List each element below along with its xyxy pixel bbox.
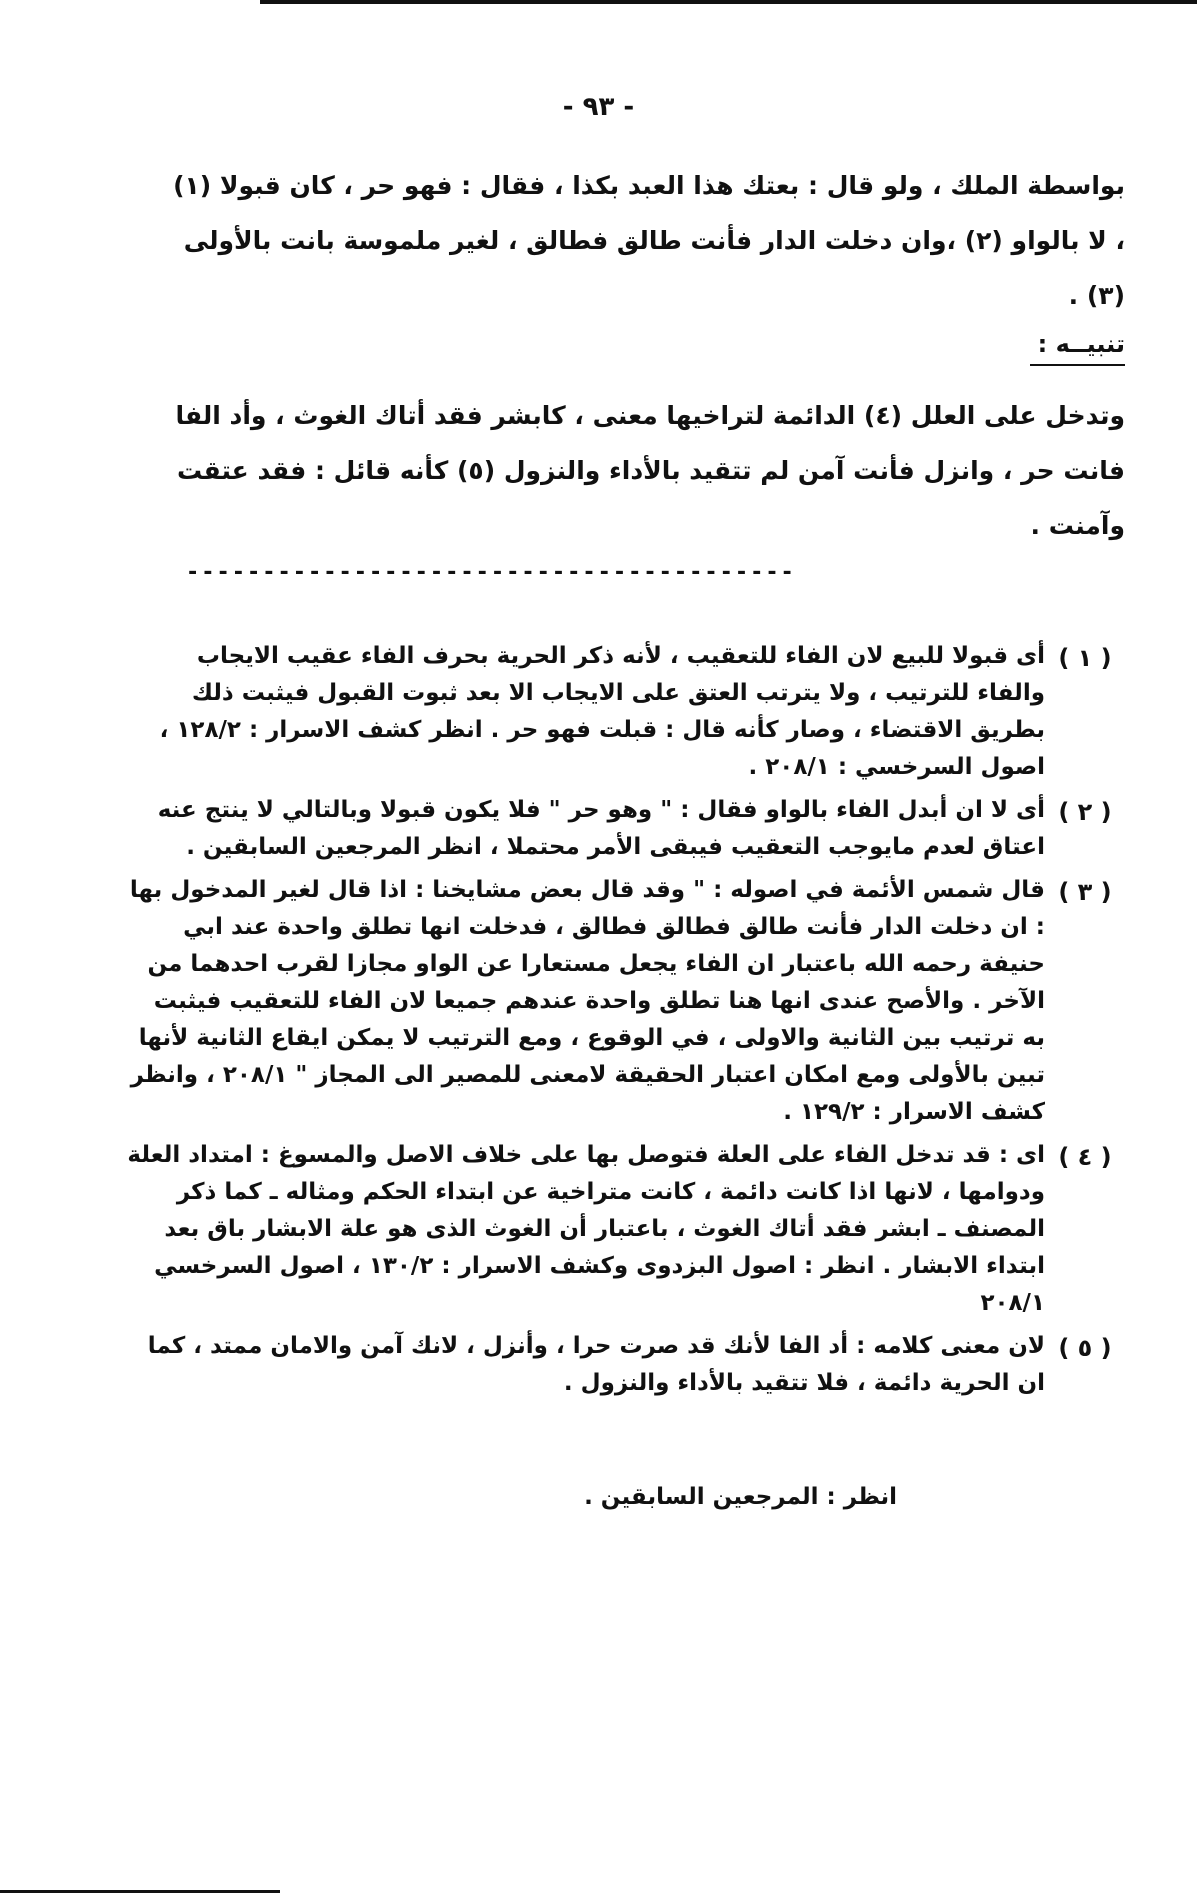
footnote-number: ( ٥ ) [1058, 1334, 1112, 1362]
section-heading: تنبيــه : [1030, 330, 1125, 366]
footnote-3 [125, 872, 1125, 1131]
footnote-text: أى قبولا للبيع لان الفاء للتعقيب ، لأنه ذكر الحرية بحرف الفاء عقيب الايجاب والفاء للترتيب ، ولا يترتب العتق على الايجاب الا بعد ثبوت القبول فيثبت ذلك بطريق الاقتضاء ، وصار كأنه قال : قبلت فهو حر . انظر كشف الاسرار : ١٢٨/٢ ، اصول السرخسي : ٢٠٨/١ . [159, 643, 1045, 780]
footnote-number: ( ١ ) [1058, 644, 1112, 672]
page-number: - ٩٣ - [562, 92, 635, 122]
footnote-text: اى : قد تدخل الفاء على العلة فتوصل بها على خلاف الاصل والمسوغ : امتداد العلة ودوامها ، لانها اذا كانت دائمة ، كانت متراخية عن ابتداء الحكم ومثاله ـ كما ذكر المصنف ـ ابشر فقد أتاك الغوث ، باعتبار أن الغوث الذى هو علة الابشار باق بعد ابتداء الابشار . انظر : اصول البزدوى وكشف الاسرار : ١٣٠/٢ ، اصول السرخسي ٢٠٨/١ [127, 1142, 1045, 1316]
footnotes [125, 638, 1125, 1408]
main-paragraph: بواسطة الملك ، ولو قال : بعتك هذا العبد بكذا ، فقال : فهو حر ، كان قبولا (١) ، لا بالواو (٢) ،وان دخلت الدار فأنت طالق فطالق ، لغير ملموسة بانت بالأولى (٣) . [173, 171, 1125, 310]
footnote-2 [125, 792, 1125, 866]
footnote-separator: ---------------------------------------- [186, 560, 796, 585]
footnote-text: لان معنى كلامه : أد الفا لأنك قد صرت حرا ، وأنزل ، لانك آمن والامان ممتد ، كما ان الحرية دائمة ، فلا تتقيد بالأداء والنزول . [147, 1333, 1045, 1396]
footnote-number: ( ٢ ) [1058, 798, 1112, 826]
final-reference: انظر : المرجعين السابقين . [584, 1484, 897, 1510]
footnote-5 [125, 1328, 1125, 1402]
footnote-1 [125, 638, 1125, 786]
footnote-4 [125, 1137, 1125, 1322]
footnote-text: أى لا ان أبدل الفاء بالواو فقال : " وهو حر " فلا يكون قبولا وبالتالي لا ينتج عنه اعتاق لعدم مايوجب التعقيب فيبقى الأمر محتملا ، انظر المرجعين السابقين . [157, 797, 1045, 860]
footnote-number: ( ٤ ) [1058, 1143, 1112, 1171]
top-border-line [260, 0, 1197, 4]
footnote-text: قال شمس الأئمة في اصوله : " وقد قال بعض مشايخنا : اذا قال لغير المدخول بها : ان دخلت الدار فأنت طالق فطالق فطالق ، فدخلت انها تطلق واحدة عند ابي حنيفة رحمه الله باعتبار ان الفاء يجعل مستعارا عن الواو مجازا لقرب احدهما من الآخر . والأصح عندى انها هنا تطلق واحدة عندهم جميعا لان الفاء للتعقيب فيثبت به ترتيب بين الثانية والاولى ، في الوقوع ، ومع الترتيب لا يمكن ايقاع الثانية لأنها تبين بالأولى ومع امكان اعتبار الحقيقة لامعنى للمصير الى المجاز " ٢٠٨/١ ، وانظر كشف الاسرار : ١٢٩/٢ . [129, 877, 1045, 1125]
footnote-number: ( ٣ ) [1058, 878, 1112, 906]
tanbih-paragraph: وتدخل على العلل (٤) الدائمة لتراخيها معنى ، كابشر فقد أتاك الغوث ، وأد الفا فانت حر ، وانزل فأنت آمن لم تتقيد بالأداء والنزول (٥) كأنه قائل : فقد عتقت وآمنت . [175, 401, 1125, 540]
